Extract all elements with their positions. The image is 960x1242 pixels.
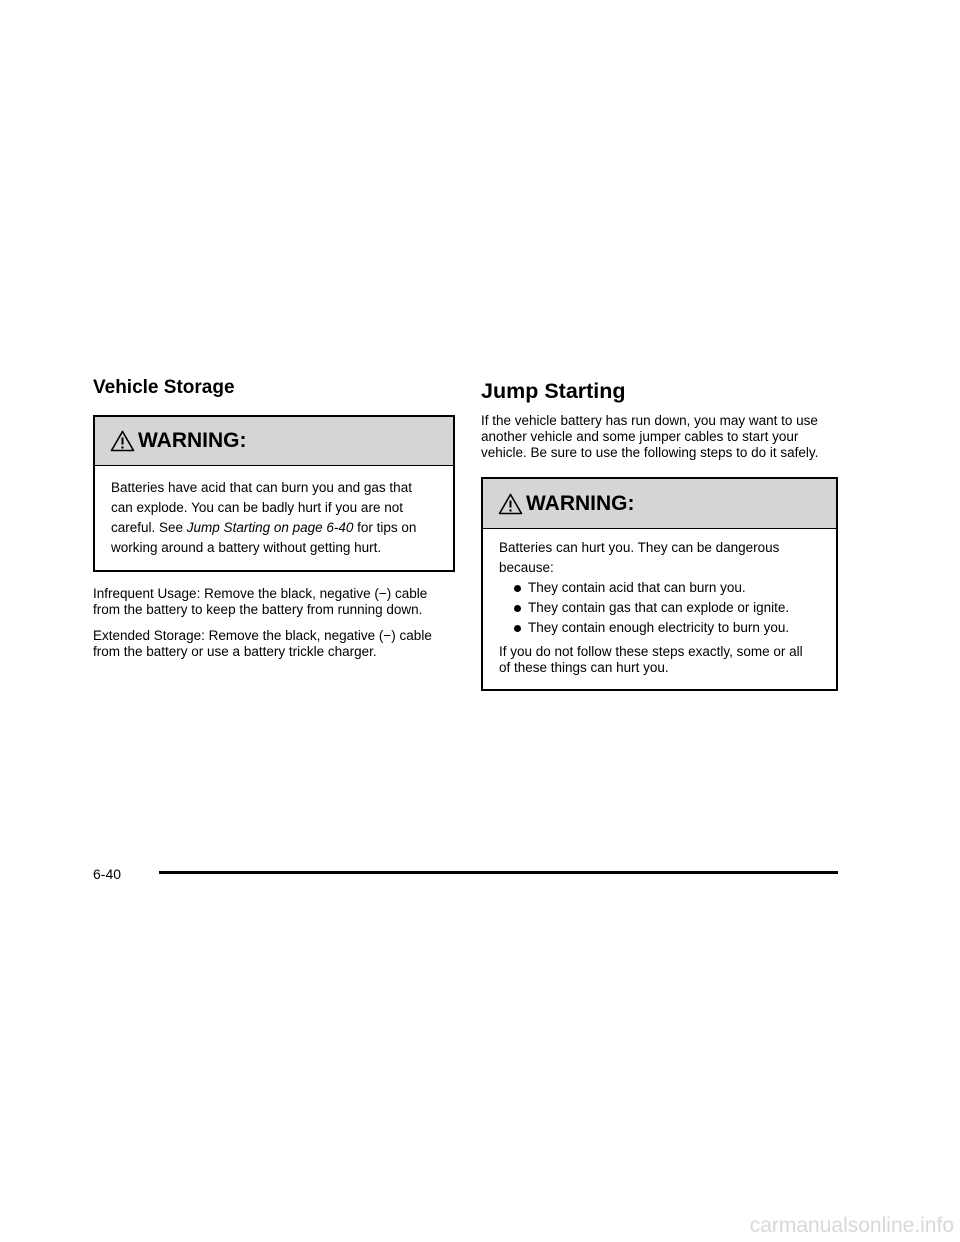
jump-starting-title: Jump Starting	[481, 379, 626, 403]
vehicle-storage-warning	[93, 415, 455, 572]
warning-bullet-list	[499, 578, 820, 638]
warning-text	[111, 478, 437, 558]
page-number: 6-40	[93, 866, 122, 882]
cross-reference-link[interactable]: Jump Starting on page 6-40	[186, 520, 354, 535]
jump-starting-intro: If the vehicle battery has run down, you may want to use another vehicle and some jumper cables to start your vehicle. Be sure to use the following steps to do it safely.	[481, 413, 819, 460]
warning-header	[95, 417, 453, 466]
jump-starting-section	[481, 376, 841, 691]
warning-body	[483, 529, 836, 689]
paragraph-extended-storage: Extended Storage: Remove the black, negative (−) cable from the battery or use a battery trickle charger.	[93, 628, 432, 659]
vehicle-storage-section	[93, 374, 455, 660]
warning-closing: If you do not follow these steps exactly, some or all of these things can hurt you.	[499, 644, 803, 675]
warning-triangle-icon	[110, 430, 135, 452]
bullet-dot-icon	[514, 625, 521, 632]
warning-text-part: for tips on working around a battery without getting hurt.	[111, 520, 417, 555]
list-item-text: They contain enough electricity to burn you.	[528, 620, 790, 635]
footer-rule	[159, 871, 838, 874]
watermark: carmanualsonline.info	[749, 1214, 954, 1237]
bullet-dot-icon	[514, 605, 521, 612]
jump-starting-warning	[481, 477, 838, 691]
warning-body	[95, 466, 453, 570]
list-item	[513, 598, 820, 618]
bullet-dot-icon	[514, 585, 521, 592]
page-footer	[93, 862, 838, 886]
warning-header	[483, 479, 836, 529]
warning-label: WARNING:	[138, 429, 247, 452]
list-item-text: They contain gas that can explode or ignite.	[528, 600, 790, 615]
warning-text-part: Batteries have acid that can burn you and gas that can explode. You can be badly hurt if you are not careful. See	[111, 480, 412, 535]
list-item-text: They contain acid that can burn you.	[528, 580, 746, 595]
warning-label: WARNING:	[526, 491, 635, 515]
paragraph-infrequent-usage: Infrequent Usage: Remove the black, negative (−) cable from the battery to keep the battery from running down.	[93, 586, 428, 617]
warning-intro: Batteries can hurt you. They can be dangerous because:	[499, 540, 780, 575]
list-item	[513, 618, 820, 638]
list-item	[513, 578, 820, 598]
vehicle-storage-title: Vehicle Storage	[93, 377, 235, 398]
warning-triangle-icon	[498, 493, 523, 515]
